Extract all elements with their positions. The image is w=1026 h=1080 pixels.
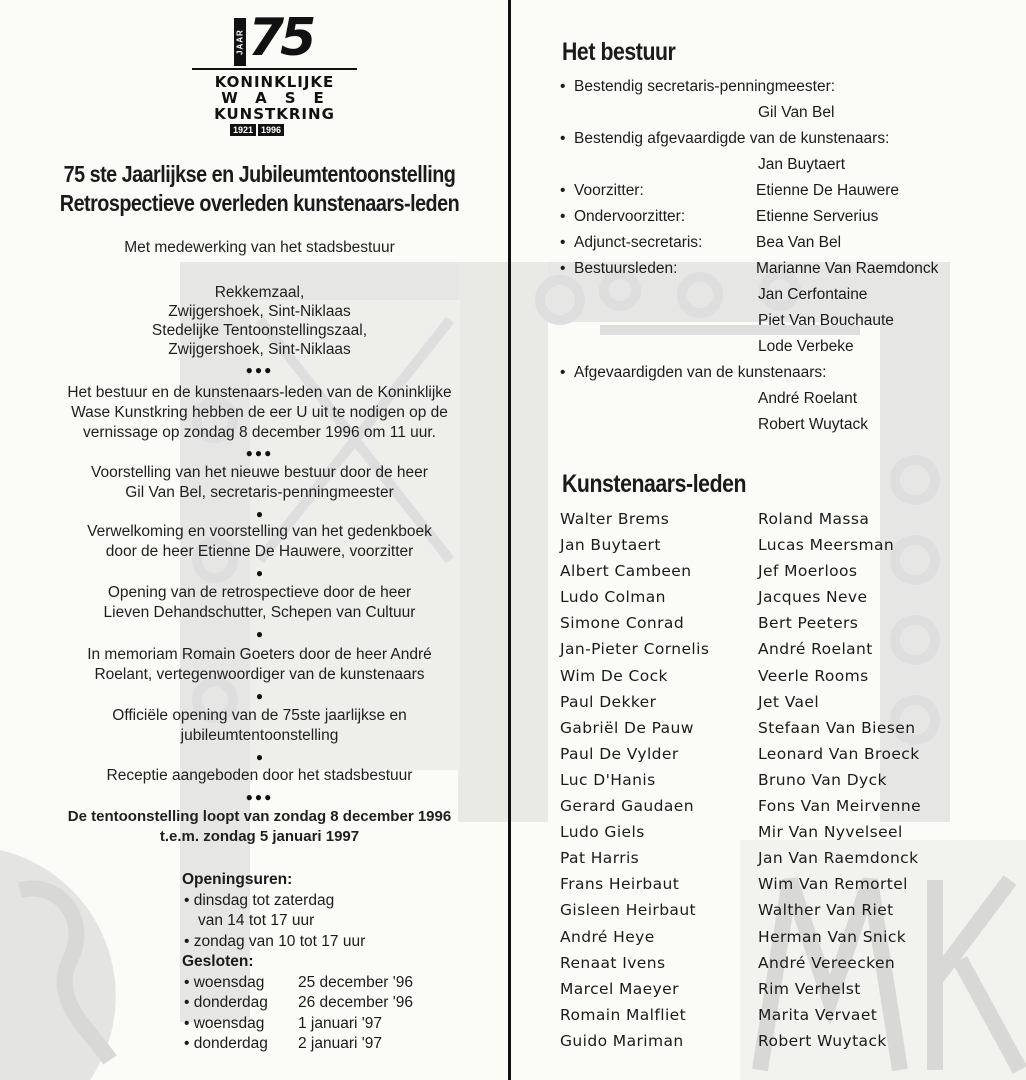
member-name: Gerard Gaudaen	[560, 797, 694, 816]
program-line: Lieven Dehandschutter, Schepen van Cultuur	[103, 604, 416, 621]
member-name: Luc D'Hanis	[560, 770, 656, 789]
board-role: • Bestuursleden: Marianne Van Raemdonck	[560, 256, 1000, 282]
member-name: Ludo Giels	[560, 823, 645, 842]
member-name: Frans Heirbaut	[560, 875, 680, 894]
logo-years	[230, 124, 284, 136]
member-name: Jef Moerloos	[758, 562, 858, 581]
logo-line-3: KUNSTKRING	[214, 105, 335, 123]
separator-dot: ●	[255, 566, 264, 580]
logo-line-2: WASE	[221, 89, 342, 107]
member-name: Ludo Colman	[560, 588, 666, 607]
opening-hours	[182, 870, 502, 1055]
board-member: Robert Wuytack	[758, 416, 868, 433]
program-line: jubileumtentoonstelling	[180, 727, 339, 744]
logo-year-end: 1996	[258, 124, 284, 136]
bullet: •	[560, 78, 566, 95]
board-heading: Het bestuur	[562, 38, 676, 66]
bullet: •	[184, 1035, 194, 1052]
member-name: Fons Van Meirvenne	[758, 797, 922, 816]
board-role: • Voorzitter: Etienne De Hauwere	[560, 178, 1000, 204]
member-name: Roland Massa	[758, 510, 870, 528]
member-name: Walter Brems	[560, 510, 670, 528]
board-list	[560, 74, 1000, 438]
board-role: • Adjunct-secretaris: Bea Van Bel	[560, 230, 1000, 256]
bullet: •	[560, 234, 566, 251]
member-name: Paul Dekker	[560, 692, 657, 711]
member-name: Wim De Cock	[560, 666, 668, 685]
board-member: Lode Verbeke	[758, 338, 854, 355]
venue-line: Stedelijke Tentoonstellingszaal,	[151, 322, 368, 339]
program-line: Officiële opening van de 75ste jaarlijkse en	[112, 707, 407, 724]
bullet: •	[560, 208, 566, 225]
program-line: Receptie aangeboden door het stadsbestuur	[106, 767, 413, 784]
program-line: In memoriam Romain Goeters door de heer André	[87, 646, 432, 663]
left-column	[22, 0, 497, 1080]
member-name: André Vereecken	[758, 953, 896, 972]
member-name: Renaat Ivens	[560, 953, 666, 972]
members-column-2	[758, 506, 998, 1054]
program-line: Verwelkoming en voorstelling van het gedenkboek	[87, 523, 432, 540]
member-name: Wim Van Remortel	[758, 875, 908, 894]
board-member: Gil Van Bel	[758, 104, 835, 121]
opening-hours-item: • zondag van 10 tot 17 uur	[184, 932, 366, 950]
closed-heading: Gesloten:	[182, 953, 254, 970]
member-name: Marcel Maeyer	[560, 979, 679, 998]
bullet: •	[560, 130, 566, 147]
column-divider	[508, 0, 511, 1080]
member-name: Bert Peeters	[758, 614, 859, 633]
board-member: Jan Buytaert	[758, 156, 846, 173]
invitation-line: Het bestuur en de kunstenaars-leden van de Koninklijke	[67, 384, 452, 401]
board-role: • Ondervoorzitter: Etienne Serverius	[560, 204, 1000, 230]
board-member: Etienne Serverius	[756, 208, 879, 225]
board-role: • Bestendig secretaris-penningmeester:	[560, 74, 1000, 100]
member-name: Lucas Meersman	[758, 536, 895, 555]
member-name: Pat Harris	[560, 849, 640, 868]
program-line: Opening van de retrospectieve door de heer	[107, 584, 412, 601]
bullet: •	[184, 1014, 194, 1032]
member-name: Robert Wuytack	[758, 1031, 887, 1050]
logo-year-start: 1921	[230, 124, 256, 136]
member-name: Jan-Pieter Cornelis	[560, 640, 710, 659]
logo-jaar-label: JAAR	[234, 18, 246, 66]
member-name: Simone Conrad	[560, 614, 685, 633]
board-member: Etienne De Hauwere	[756, 182, 900, 199]
members-list	[560, 506, 1000, 1054]
exhibition-period: De tentoonstelling loopt van zondag 8 december 1996	[67, 808, 452, 825]
bullet: •	[184, 973, 194, 991]
bullet: •	[560, 182, 566, 199]
main-title: 75 ste Jaarlijkse en Jubileumtentoonstelling	[63, 161, 456, 187]
logo-number: 75	[248, 8, 313, 68]
member-name: Jan Van Raemdonck	[758, 849, 919, 868]
members-heading: Kunstenaars-leden	[562, 470, 747, 498]
program-line: Roelant, vertegenwoordiger van de kunstenaars	[94, 666, 425, 683]
member-name: Leonard Van Broeck	[758, 744, 920, 763]
logo-75-mark	[232, 8, 313, 70]
closed-day: • woensdag 25 december '96	[184, 973, 413, 991]
member-name: Jan Buytaert	[560, 536, 661, 555]
separator-dot: ●	[255, 750, 264, 764]
member-name: Guido Mariman	[560, 1031, 684, 1050]
board-role: • Afgevaardigden van de kunstenaars:	[560, 360, 1000, 386]
member-name: Gisleen Heirbaut	[560, 901, 697, 920]
venue-line: Zwijgershoek, Sint-Niklaas	[168, 303, 351, 320]
member-name: Paul De Vylder	[560, 744, 679, 763]
member-name: Rim Verhelst	[758, 979, 861, 998]
separator-dots: ●●●	[245, 790, 274, 804]
separator-dots: ●●●	[245, 446, 274, 460]
cooperation-line: Met medewerking van het stadsbestuur	[124, 239, 395, 256]
separator-dot: ●	[255, 689, 264, 703]
closed-day: • donderdag 2 januari '97	[184, 1035, 382, 1052]
right-column	[560, 0, 1000, 1080]
board-member: Piet Van Bouchaute	[758, 312, 894, 329]
member-name: Mir Van Nyvelseel	[758, 823, 903, 842]
member-name: Herman Van Snick	[758, 927, 907, 946]
program-line: door de heer Etienne De Hauwere, voorzitter	[105, 543, 414, 560]
logo-rule	[192, 68, 357, 70]
board-role: • Bestendig afgevaardigde van de kunstenaars:	[560, 126, 1000, 152]
board-member: Jan Cerfontaine	[758, 286, 868, 303]
bullet: •	[560, 260, 566, 277]
board-member: André Roelant	[758, 390, 858, 407]
separator-dot: ●	[255, 627, 264, 641]
opening-hours-item: van 14 tot 17 uur	[198, 912, 315, 929]
member-name: Jet Vael	[758, 692, 820, 711]
logo-line-1: KONINKLIJKE	[214, 73, 335, 91]
member-name: André Heye	[560, 927, 655, 946]
program-line: Voorstelling van het nieuwe bestuur door de heer	[91, 464, 428, 481]
member-name: Gabriël De Pauw	[560, 718, 694, 737]
venue-line: Zwijgershoek, Sint-Niklaas	[168, 341, 351, 358]
member-name: Walther Van Riet	[758, 901, 894, 920]
closed-day: • donderdag 26 december '96	[184, 994, 413, 1011]
separator-dots: ●●●	[245, 363, 274, 377]
board-member: Bea Van Bel	[756, 234, 842, 251]
member-name: Romain Malfliet	[560, 1005, 687, 1024]
member-name: Stefaan Van Biesen	[758, 718, 916, 737]
member-name: Albert Cambeen	[560, 562, 692, 581]
program-line: Gil Van Bel, secretaris-penningmeester	[125, 484, 394, 501]
member-name: André Roelant	[758, 640, 873, 659]
members-column-1	[560, 506, 758, 1054]
sub-title: Retrospectieve overleden kunstenaars-leden	[59, 190, 460, 216]
opening-hours-heading: Openingsuren:	[182, 871, 293, 888]
invitation-line: Wase Kunstkring hebben de eer U uit te nodigen op de	[71, 404, 448, 421]
exhibition-period: t.e.m. zondag 5 januari 1997	[159, 828, 360, 845]
member-name: Jacques Neve	[758, 588, 868, 607]
venue-line: Rekkemzaal,	[214, 284, 305, 301]
member-name: Marita Vervaet	[758, 1005, 878, 1024]
opening-hours-item: • dinsdag tot zaterdag	[184, 891, 335, 909]
member-name: Veerle Rooms	[758, 666, 869, 685]
kwk-logo	[172, 8, 357, 138]
bullet: •	[184, 994, 194, 1011]
board-member: Marianne Van Raemdonck	[756, 260, 939, 277]
separator-dot: ●	[255, 507, 264, 521]
member-name: Bruno Van Dyck	[758, 770, 887, 789]
bullet: •	[184, 932, 194, 950]
bullet: •	[560, 364, 566, 381]
bullet: •	[184, 891, 194, 909]
invitation-line: vernissage op zondag 8 december 1996 om 11 uur.	[82, 424, 436, 441]
closed-day: • woensdag 1 januari '97	[184, 1014, 382, 1032]
